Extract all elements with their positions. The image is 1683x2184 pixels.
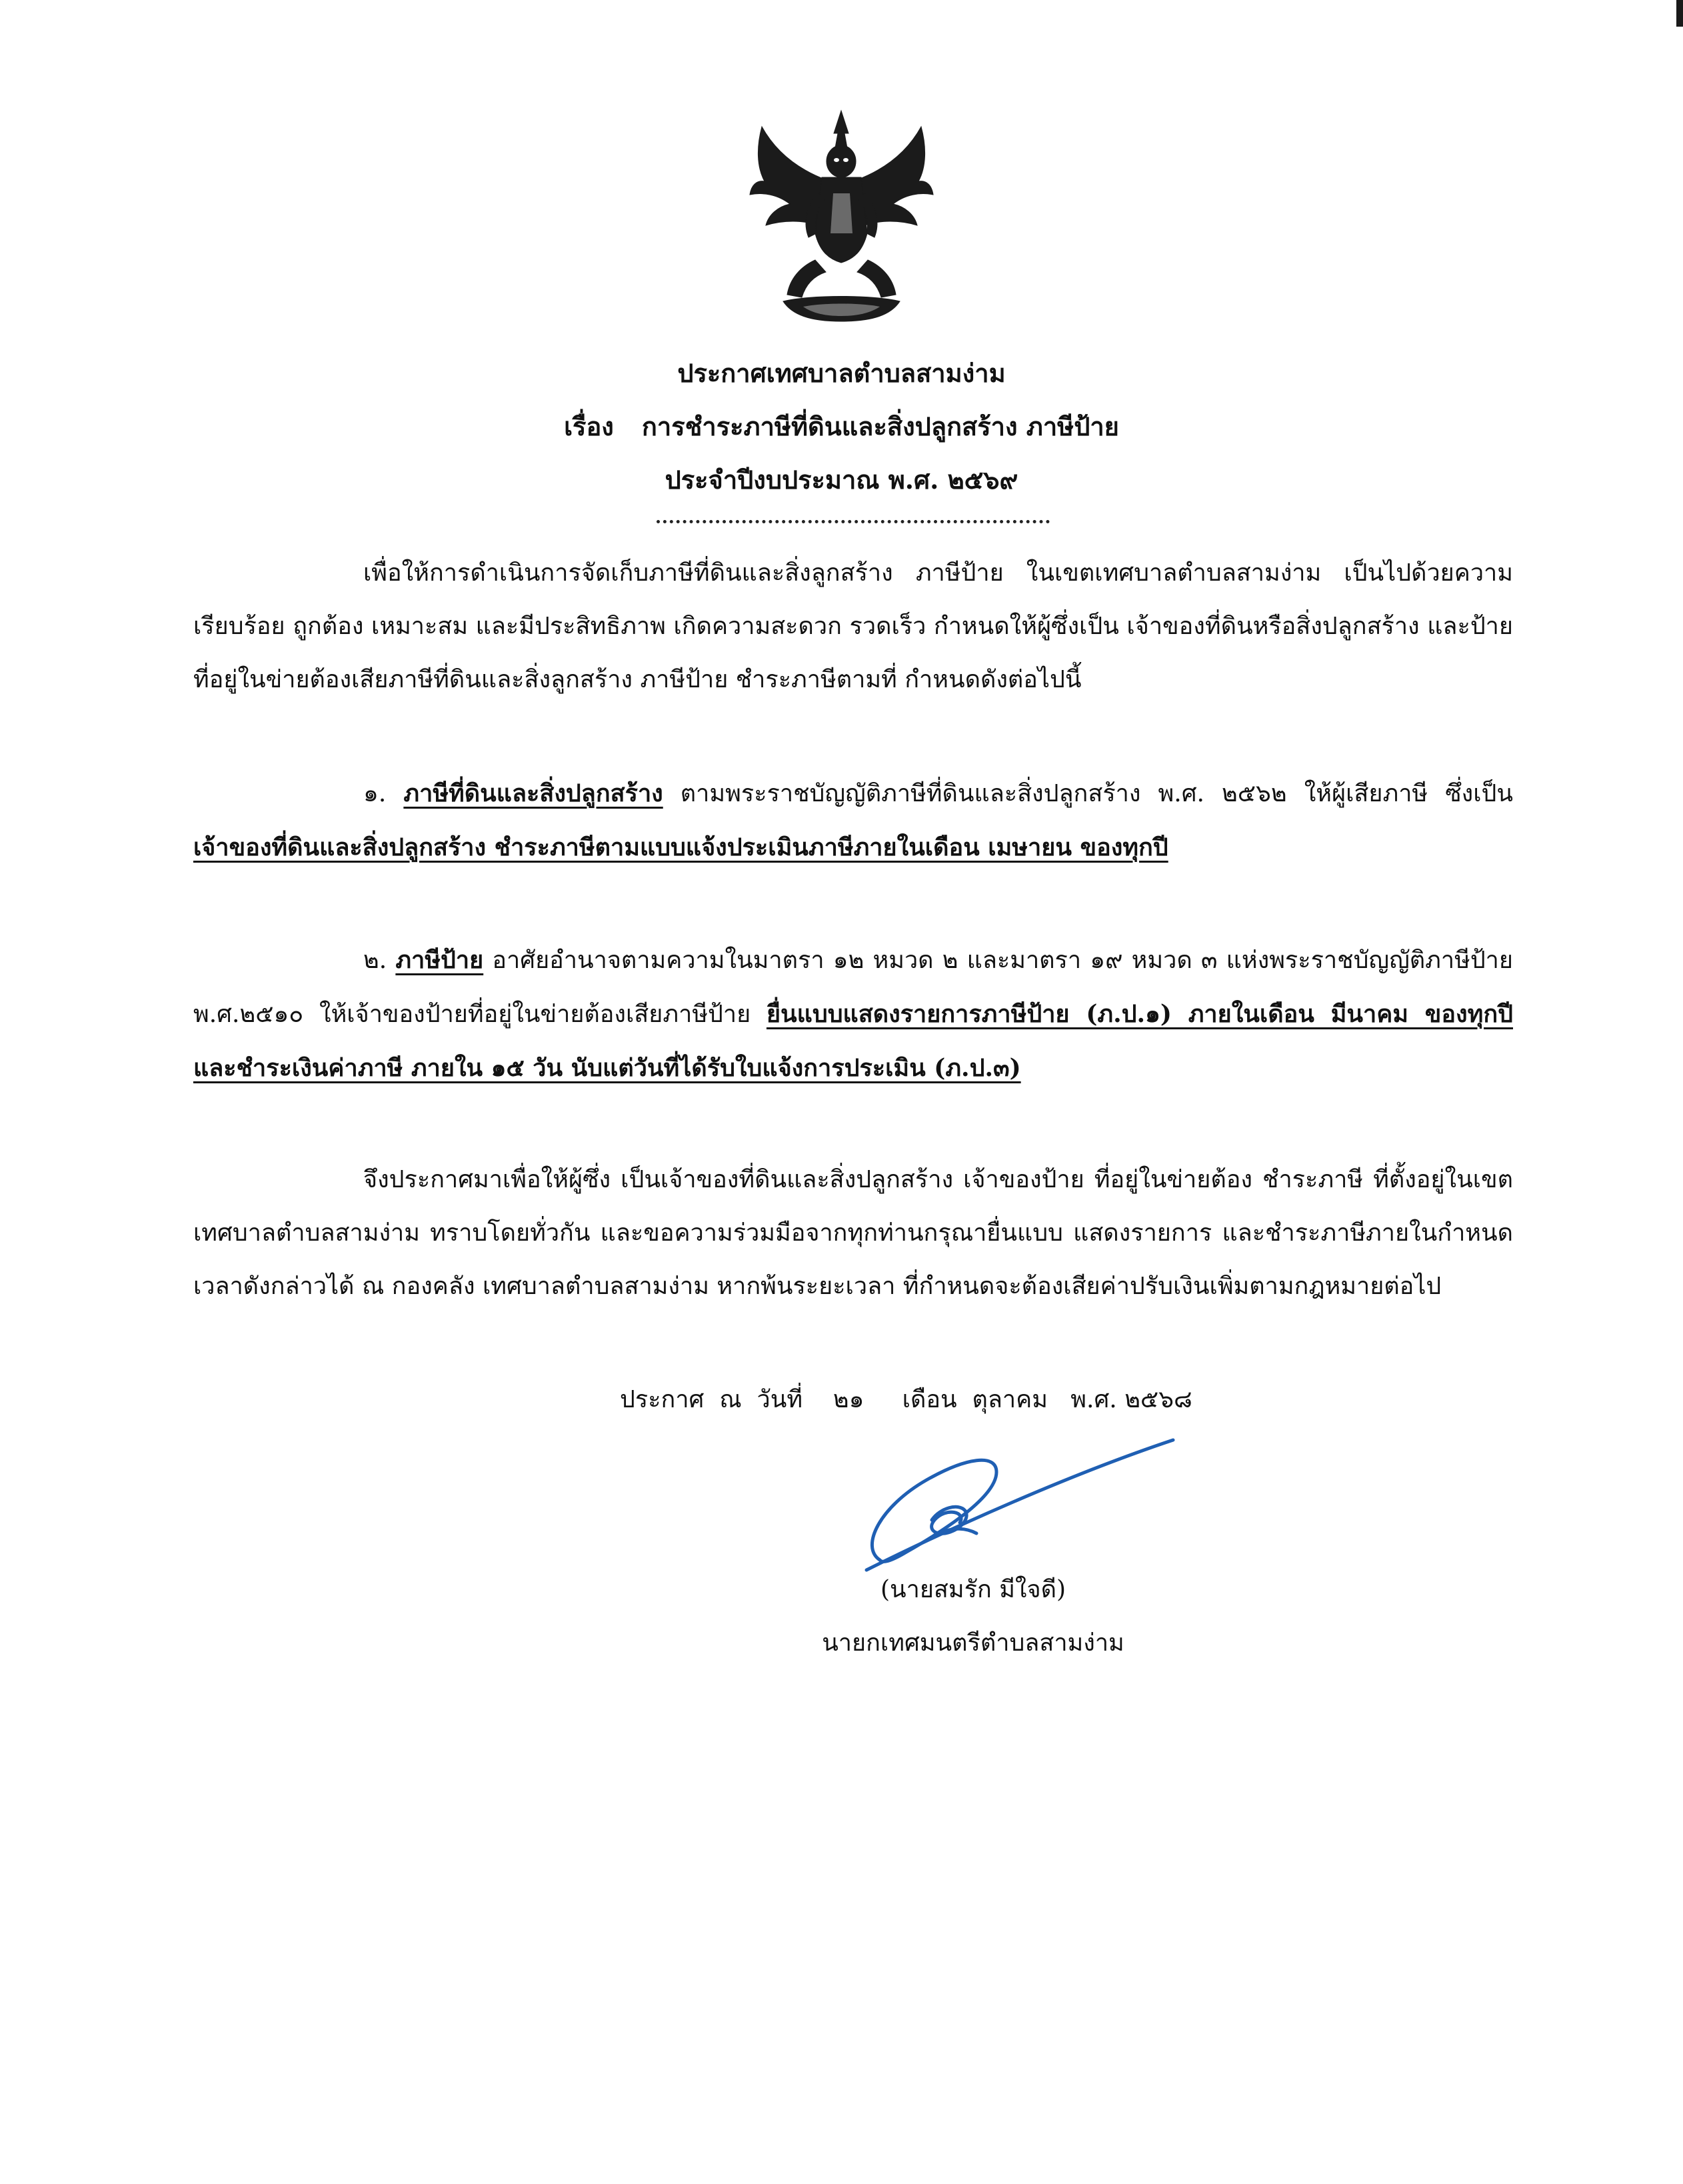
- item-2-emphasis: ยื่นแบบแสดงรายการภาษีป้าย (ภ.ป.๑) ภายในเดือน มีนาคม ของทุกปี และชำระเงินค่าภาษี ภายใน ๑๕ วัน นับแต่วันที่ได้รับใบแจ้งการประเมิน (ภ.ป.๓): [193, 1000, 1513, 1082]
- header-title: ประกาศเทศบาลตำบลสามง่าม: [677, 358, 1006, 388]
- intro-text: เพื่อให้การดำเนินการจัดเก็บภาษีที่ดินและสิ่งลูกสร้าง ภาษีป้าย ในเขตเทศบาลตำบลสามง่าม เป็นไปด้วยความเรียบร้อย ถูกต้อง เหมาะสม และมีประสิทธิภาพ เกิดความสะดวก รวดเร็ว กำหนดให้ผู้ซึ่งเป็น เจ้าของที่ดินหรือสิ่งปลูกสร้าง และป้าย ที่อยู่ในข่ายต้องเสียภาษีที่ดินและสิ่งลูกสร้าง ภาษีป้าย ชำระภาษีตามที่ กำหนดดังต่อไปนี้: [193, 559, 1513, 693]
- garuda-emblem-icon: [737, 107, 946, 327]
- handwritten-signature: [853, 1433, 1186, 1573]
- item-1-paragraph: [193, 767, 1513, 875]
- item-2-paragraph: [193, 933, 1513, 1095]
- signer-block: [787, 1563, 1160, 1670]
- closing-indent: [193, 1166, 363, 1193]
- announcement-header: [0, 347, 1683, 507]
- header-fiscal-year: ประจำปีงบประมาณ พ.ศ. ๒๕๖๙: [665, 465, 1018, 495]
- subject-value: การชำระภาษีที่ดินและสิ่งปลูกสร้าง ภาษีป้าย: [641, 411, 1119, 441]
- item-2-text: อาศัยอำนาจตามความในมาตรา ๑๒ หมวด ๒ และมาตรา ๑๙ หมวด ๓ แห่งพระราชบัญญัติภาษีป้าย พ.ศ.๒๕๑๐ ให้เจ้าของป้ายที่อยู่ในข่ายต้องเสียภาษีป้าย: [193, 947, 1513, 1028]
- item-1-title: ภาษีที่ดินและสิ่งปลูกสร้าง: [403, 779, 663, 807]
- item-2-title: ภาษีป้าย: [395, 946, 484, 974]
- item-1-number: ๑.: [363, 780, 387, 807]
- signer-position: นายกเทศมนตรีตำบลสามง่าม: [822, 1629, 1124, 1657]
- announcement-date: ประกาศ ณ วันที่ ๒๑ เดือน ตุลาคม พ.ศ. ๒๕๖๘: [620, 1386, 1192, 1413]
- header-subject: [0, 400, 1683, 453]
- item-2-number: ๒.: [363, 947, 387, 974]
- closing-paragraph: [193, 1153, 1513, 1313]
- dotted-divider: [657, 520, 1050, 523]
- item-1-emphasis: เจ้าของที่ดินและสิ่งปลูกสร้าง ชำระภาษีตามแบบแจ้งประเมินภาษีภายในเดือน เมษายน ของทุกปี: [193, 833, 1168, 861]
- signer-name: (นายสมรัก มีใจดี): [880, 1576, 1066, 1603]
- intro-indent: [193, 559, 363, 587]
- scan-edge-mark: [1676, 0, 1683, 27]
- subject-label: เรื่อง: [564, 411, 614, 441]
- intro-paragraph: [193, 547, 1513, 707]
- closing-text: จึงประกาศมาเพื่อให้ผู้ซึ่ง เป็นเจ้าของที่ดินและสิ่งปลูกสร้าง เจ้าของป้าย ที่อยู่ในข่ายต้อง ชำระภาษี ที่ตั้งอยู่ในเขตเทศบาลตำบลสามง่าม ทราบโดยทั่วกัน และขอความร่วมมือจากทุกท่านกรุณายื่นแบบ แสดงรายการ และชำระภาษีภายในกำหนดเวลาดังกล่าวได้ ณ กองคลัง เทศบาลตำบลสามง่าม หากพ้นระยะเวลา ที่กำหนดจะต้องเสียค่าปรับเงินเพิ่มตามกฎหมายต่อไป: [193, 1166, 1513, 1300]
- item-1-text: ตามพระราชบัญญัติภาษีที่ดินและสิ่งปลูกสร้าง พ.ศ. ๒๕๖๒ ให้ผู้เสียภาษี ซึ่งเป็น: [663, 780, 1513, 807]
